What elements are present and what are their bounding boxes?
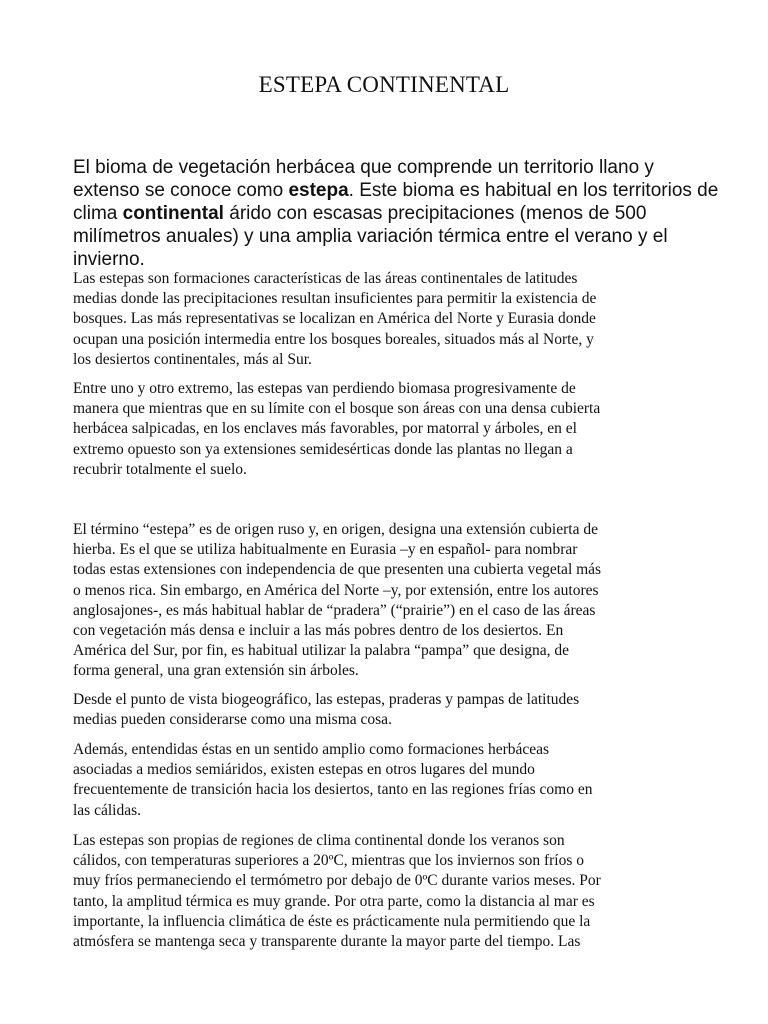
paragraph-line: frecuentemente de transición hacia los desiertos, tanto en las regiones frías como en xyxy=(73,781,593,799)
paragraph-line: o menos rica. Sin embargo, en América del Norte –y, por extensión, entre los autores xyxy=(73,581,599,599)
paragraph-line: atmósfera se mantenga seca y transparente durante la mayor parte del tiempo. Las xyxy=(73,933,581,951)
paragraph-line: América del Sur, por fin, es habitual utilizar la palabra “pampa” que designa, de xyxy=(73,642,570,660)
paragraph-line: ocupan una posición intermedia entre los bosques boreales, situados más al Norte, y xyxy=(73,330,594,348)
lead-bold-estepa: estepa xyxy=(288,180,349,201)
lead-text-2: . Este bioma es habitual en los territorios de clima xyxy=(73,180,719,224)
paragraph-4 xyxy=(73,690,693,730)
paragraph-line: cálidos, con temperaturas superiores a 20ºC, mientras que los inviernos son fríos o xyxy=(73,852,585,870)
paragraph-line: Entre uno y otro extremo, las estepas van perdiendo biomasa progresivamente de xyxy=(73,380,576,397)
paragraph-line: asociadas a medios semiáridos, existen estepas en otros lugares del mundo xyxy=(73,761,535,779)
paragraph-6 xyxy=(73,831,693,952)
paragraph-line: hierba. Es el que se utiliza habitualmente en Eurasia –y en español- para nombrar xyxy=(73,541,578,559)
paragraph-line: muy fríos permaneciendo el termómetro por debajo de 0ºC durante varios meses. Por xyxy=(73,872,601,890)
paragraph-line: Las estepas son formaciones características de las áreas continentales de latitudes xyxy=(73,270,578,287)
paragraph-line: tanto, la amplitud térmica es muy grande. Por otra parte, como la distancia al mar es xyxy=(73,892,595,910)
lead-text-3: árido con escasas precipitaciones (menos de 500 milímetros anuales) y una amplia variación térmica entre el verano y el invierno. xyxy=(73,203,668,270)
lead-text-1: El bioma de vegetación herbácea que comprende un territorio llano y extenso se conoce como xyxy=(73,157,654,201)
paragraph-line: herbácea salpicadas, en los enclaves más favorables, por matorral y árboles, en el xyxy=(73,420,577,438)
paragraph-1 xyxy=(73,269,693,370)
paragraph-5 xyxy=(73,740,693,821)
paragraph-2 xyxy=(73,379,693,480)
document-title: ESTEPA CONTINENTAL xyxy=(258,72,510,97)
paragraph-line: medias donde las precipitaciones resultan insuficientes para permitir la existencia de xyxy=(73,290,597,308)
paragraph-line: extremo opuesto son ya extensiones semidesérticas donde las plantas no llegan a xyxy=(73,440,573,458)
paragraph-line: Las estepas son propias de regiones de clima continental donde los veranos son xyxy=(73,832,565,849)
paragraph-line: El término “estepa” es de origen ruso y, en origen, designa una extensión cubierta de xyxy=(73,521,598,538)
paragraph-line: con vegetación más densa e incluir a las más pobres dentro de los desiertos. En xyxy=(73,622,564,640)
paragraph-line: las cálidas. xyxy=(73,801,142,819)
paragraph-line: Desde el punto de vista biogeográfico, las estepas, praderas y pampas de latitudes xyxy=(73,691,580,708)
paragraph-line: Además, entendidas éstas en un sentido amplio como formaciones herbáceas xyxy=(73,741,550,758)
paragraph-line: manera que mientras que en su límite con el bosque son áreas con una densa cubierta xyxy=(73,400,601,418)
lead-paragraph xyxy=(73,156,723,271)
paragraph-line: recubrir totalmente el suelo. xyxy=(73,460,247,478)
paragraph-line: anglosajones-, es más habitual hablar de “pradera” (“prairie”) en el caso de las áreas xyxy=(73,601,596,619)
paragraph-line: medias pueden considerarse como una misma cosa. xyxy=(73,711,392,729)
paragraph-3 xyxy=(73,520,693,682)
paragraph-line: bosques. Las más representativas se localizan en América del Norte y Eurasia donde xyxy=(73,310,596,328)
paragraph-line: los desiertos continentales, más al Sur. xyxy=(73,350,312,368)
paragraph-line: forma general, una gran extensión sin árboles. xyxy=(73,662,359,680)
paragraph-line: importante, la influencia climática de éste es prácticamente nula permitiendo que la xyxy=(73,912,591,930)
paragraph-line: todas estas extensiones con independencia de que presenten una cubierta vegetal más xyxy=(73,561,602,579)
lead-bold-continental: continental xyxy=(122,203,224,224)
